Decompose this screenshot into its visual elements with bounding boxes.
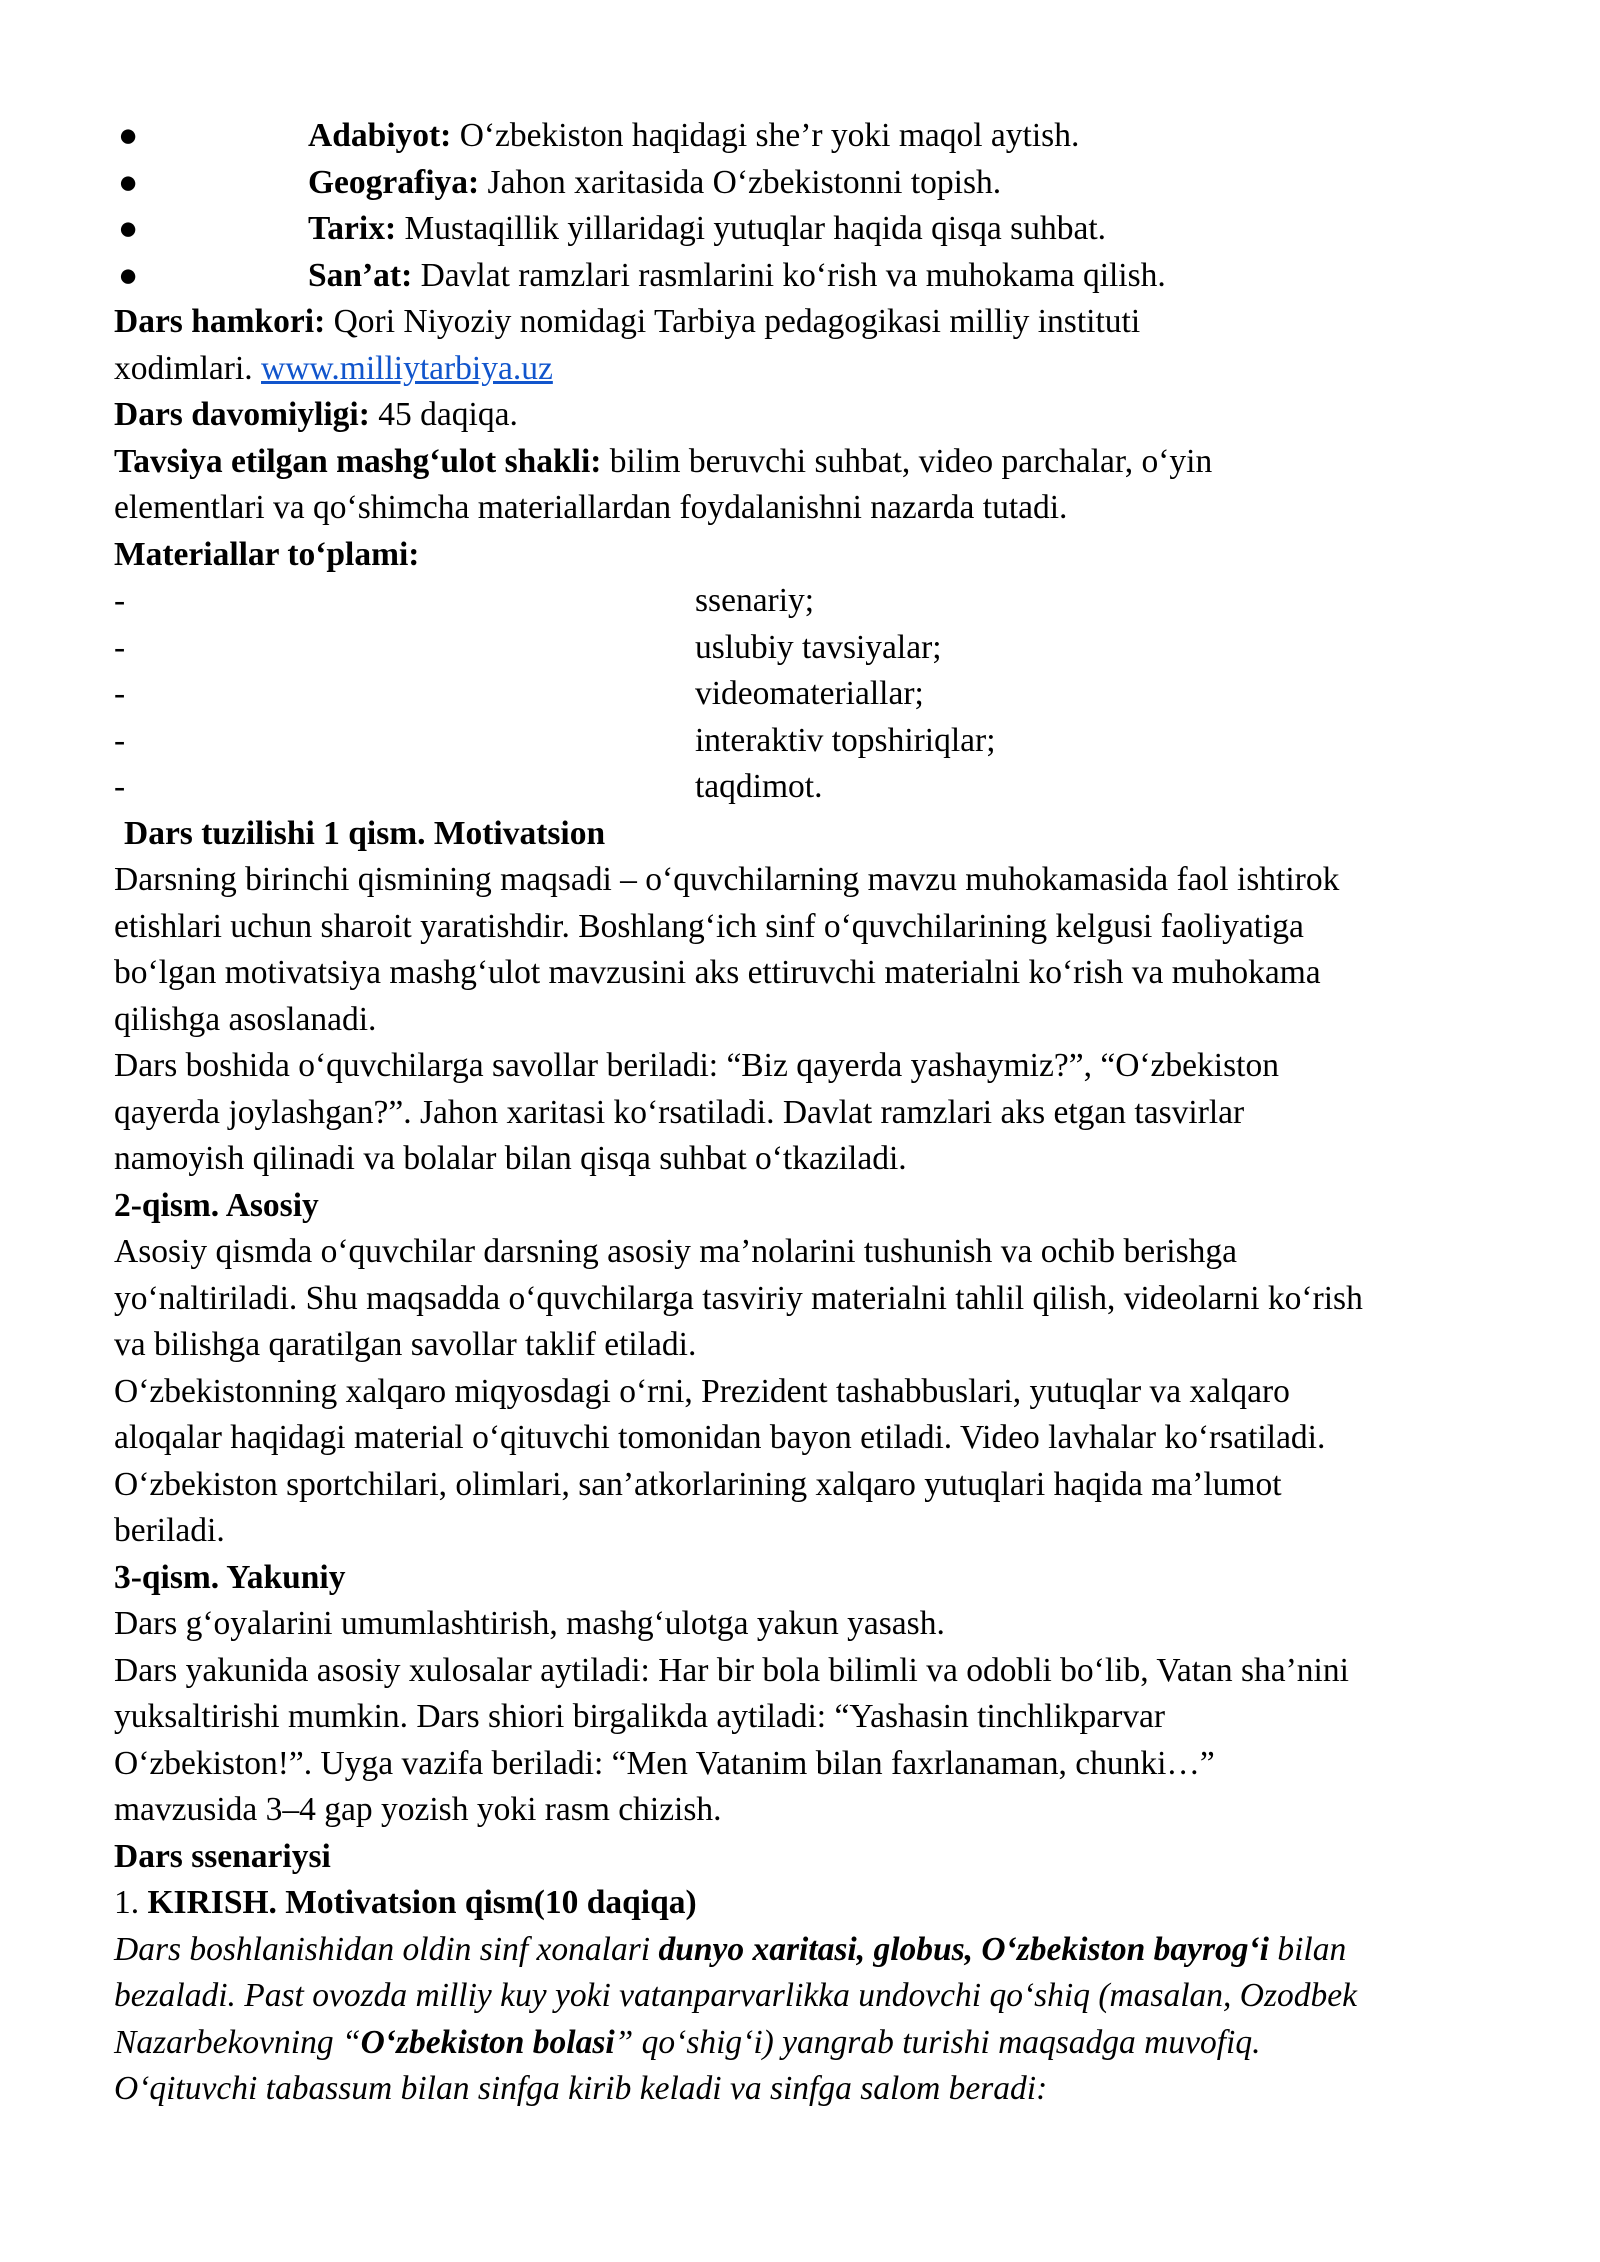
intro-paragraph: Dars boshlanishidan oldin sinf xonalari dunyo xaritasi, globus, O‘zbekiston bayrog‘i bilan bezaladi. Past ovozda milliy kuy yoki vatanparvarlikka undovchi qo‘shiq (masalan, Ozodbek Nazarbekovning “O‘zbekiston bolasi” qo‘shig‘i) yangrab turishi maqsadga muvofiq. O‘qituvchi tabassum bilan sinfga kirib keladi va sinfga salom beradi: — [114, 1930, 1357, 2107]
subject-text: O‘zbekiston haqidagi she’r yoki maqol aytish. — [451, 117, 1080, 154]
dash-icon: - — [114, 721, 126, 759]
bullet-icon: ● — [118, 256, 139, 294]
bullet-icon: ● — [118, 210, 139, 247]
part2-paragraph-1: Asosiy qismda o‘quvchilar darsning asosiy ma’nolarini tushunish va ochib berishga yo‘naltiriladi. Shu maqsadda o‘quvchilarga tasviriy materialni tahlil qilish, videolarni ko‘rish va bilishga qaratilgan savollar taklif etiladi. — [114, 1233, 1363, 1363]
document-page — [114, 113, 1514, 2113]
dash-icon: - — [114, 675, 126, 712]
intro-title: KIRISH. Motivatsion qism(10 daqiqa) — [147, 1884, 697, 1921]
materials-list — [114, 578, 1514, 811]
partner-link[interactable]: www.milliytarbiya.uz — [261, 349, 553, 387]
part2-paragraph-2: O‘zbekistonning xalqaro miqyosdagi o‘rni, Prezident tashabbuslari, yutuqlar va xalqaro aloqalar haqidagi material o‘qituvchi tomonidan bayon etiladi. Video lavhalar ko‘rsatiladi. O‘zbekiston sportchilari, olimlari, san’atkorlarining xalqaro yutuqlari haqida ma’lumot beriladi. — [114, 1372, 1326, 1549]
part1-heading: Dars tuzilishi 1 qism. Motivatsion — [124, 814, 606, 852]
part1-paragraph-2: Dars boshida o‘quvchilarga savollar beriladi: “Biz qayerda yashaymiz?”, “O‘zbekiston qayerda joylashgan?”. Jahon xaritasi ko‘rsatiladi. Davlat ramzlari aks etgan tasvirlar namoyish qilinadi va bolalar bilan qisqa suhbat o‘tkaziladi. — [114, 1047, 1279, 1177]
bullet-icon: ● — [118, 117, 139, 154]
part3-paragraph-2: Dars yakunida asosiy xulosalar aytiladi: Har bir bola bilimli va odobli bo‘lib, Vatan sha’nini yuksaltirishi mumkin. Dars shiori birgalikda aytiladi: “Yashasin tinchlikparvar O‘zbekiston!”. Uyga vazifa beriladi: “Men Vatanim bilan faxrlanaman, chunki…” mavzusida 3–4 gap yozish yoki rasm chizish. — [114, 1651, 1349, 1828]
part3-heading: 3-qism. Yakuniy — [114, 1558, 346, 1596]
subjects-list — [114, 113, 1514, 299]
list-item — [114, 578, 1514, 625]
part1-paragraph-1: Darsning birinchi qismining maqsadi – o‘quvchilarning mavzu muhokamasida faol ishtirok etishlari uchun sharoit yaratishdir. Boshlang‘ich sinf o‘quvchilarining kelgusi faoliyatiga bo‘lgan motivatsiya mashg‘ulot mavzusini aks ettiruvchi materialni ko‘rish va muhokama qilishga asoslanadi. — [114, 861, 1340, 1038]
list-item — [114, 113, 1514, 160]
form-text: bilim beruvchi suhbat, video parchalar, o‘yin — [601, 442, 1213, 480]
material-item: interaktiv topshiriqlar; — [695, 721, 996, 759]
subject-name: Tarix: — [308, 210, 397, 247]
partner-label: Dars hamkori: — [114, 303, 326, 340]
subject-text: Davlat ramzlari rasmlarini ko‘rish va muhokama qilish. — [412, 256, 1166, 294]
subject-name: San’at: — [308, 256, 413, 294]
list-item — [114, 671, 1514, 718]
list-item — [114, 206, 1514, 253]
subject-name: Geografiya: — [308, 163, 480, 201]
partner-paragraph — [114, 299, 1514, 392]
materials-heading: Materiallar to‘plami: — [114, 535, 420, 573]
dash-icon: - — [114, 768, 126, 805]
partner-text: Qori Niyoziy nomidagi Tarbiya pedagogikasi milliy instituti — [325, 303, 1141, 340]
scenario-heading: Dars ssenariysi — [114, 1837, 331, 1875]
material-item: ssenariy; — [695, 582, 815, 619]
duration-paragraph — [114, 392, 1514, 439]
subject-name: Adabiyot: — [308, 117, 452, 154]
list-item — [114, 160, 1514, 207]
dash-icon: - — [114, 628, 126, 666]
part3-paragraph-1: Dars g‘oyalarini umumlashtirish, mashg‘ulotga yakun yasash. — [114, 1605, 945, 1642]
subject-text: Mustaqillik yillaridagi yutuqlar haqida qisqa suhbat. — [396, 210, 1107, 247]
partner-text-cont: xodimlari. — [114, 349, 262, 387]
subject-text: Jahon xaritasida O‘zbekistonni topish. — [479, 163, 1002, 201]
form-text-cont: elementlari va qo‘shimcha materiallardan foydalanishni nazarda tutadi. — [114, 489, 1068, 526]
list-item — [114, 253, 1514, 300]
material-item: videomateriallar; — [695, 675, 924, 712]
list-item — [114, 718, 1514, 765]
duration-text: 45 daqiqa. — [369, 396, 518, 433]
dash-icon: - — [114, 582, 126, 619]
form-paragraph — [114, 439, 1514, 532]
part2-heading: 2-qism. Asosiy — [114, 1186, 319, 1224]
material-item: taqdimot. — [695, 768, 823, 805]
list-item — [114, 764, 1514, 811]
duration-label: Dars davomiyligi: — [114, 396, 370, 433]
list-item — [114, 625, 1514, 672]
intro-heading — [114, 1880, 1514, 1927]
material-item: uslubiy tavsiyalar; — [695, 628, 942, 666]
bullet-icon: ● — [118, 163, 139, 201]
form-label: Tavsiya etilgan mashg‘ulot shakli: — [114, 442, 602, 480]
intro-number: 1. — [114, 1884, 148, 1921]
